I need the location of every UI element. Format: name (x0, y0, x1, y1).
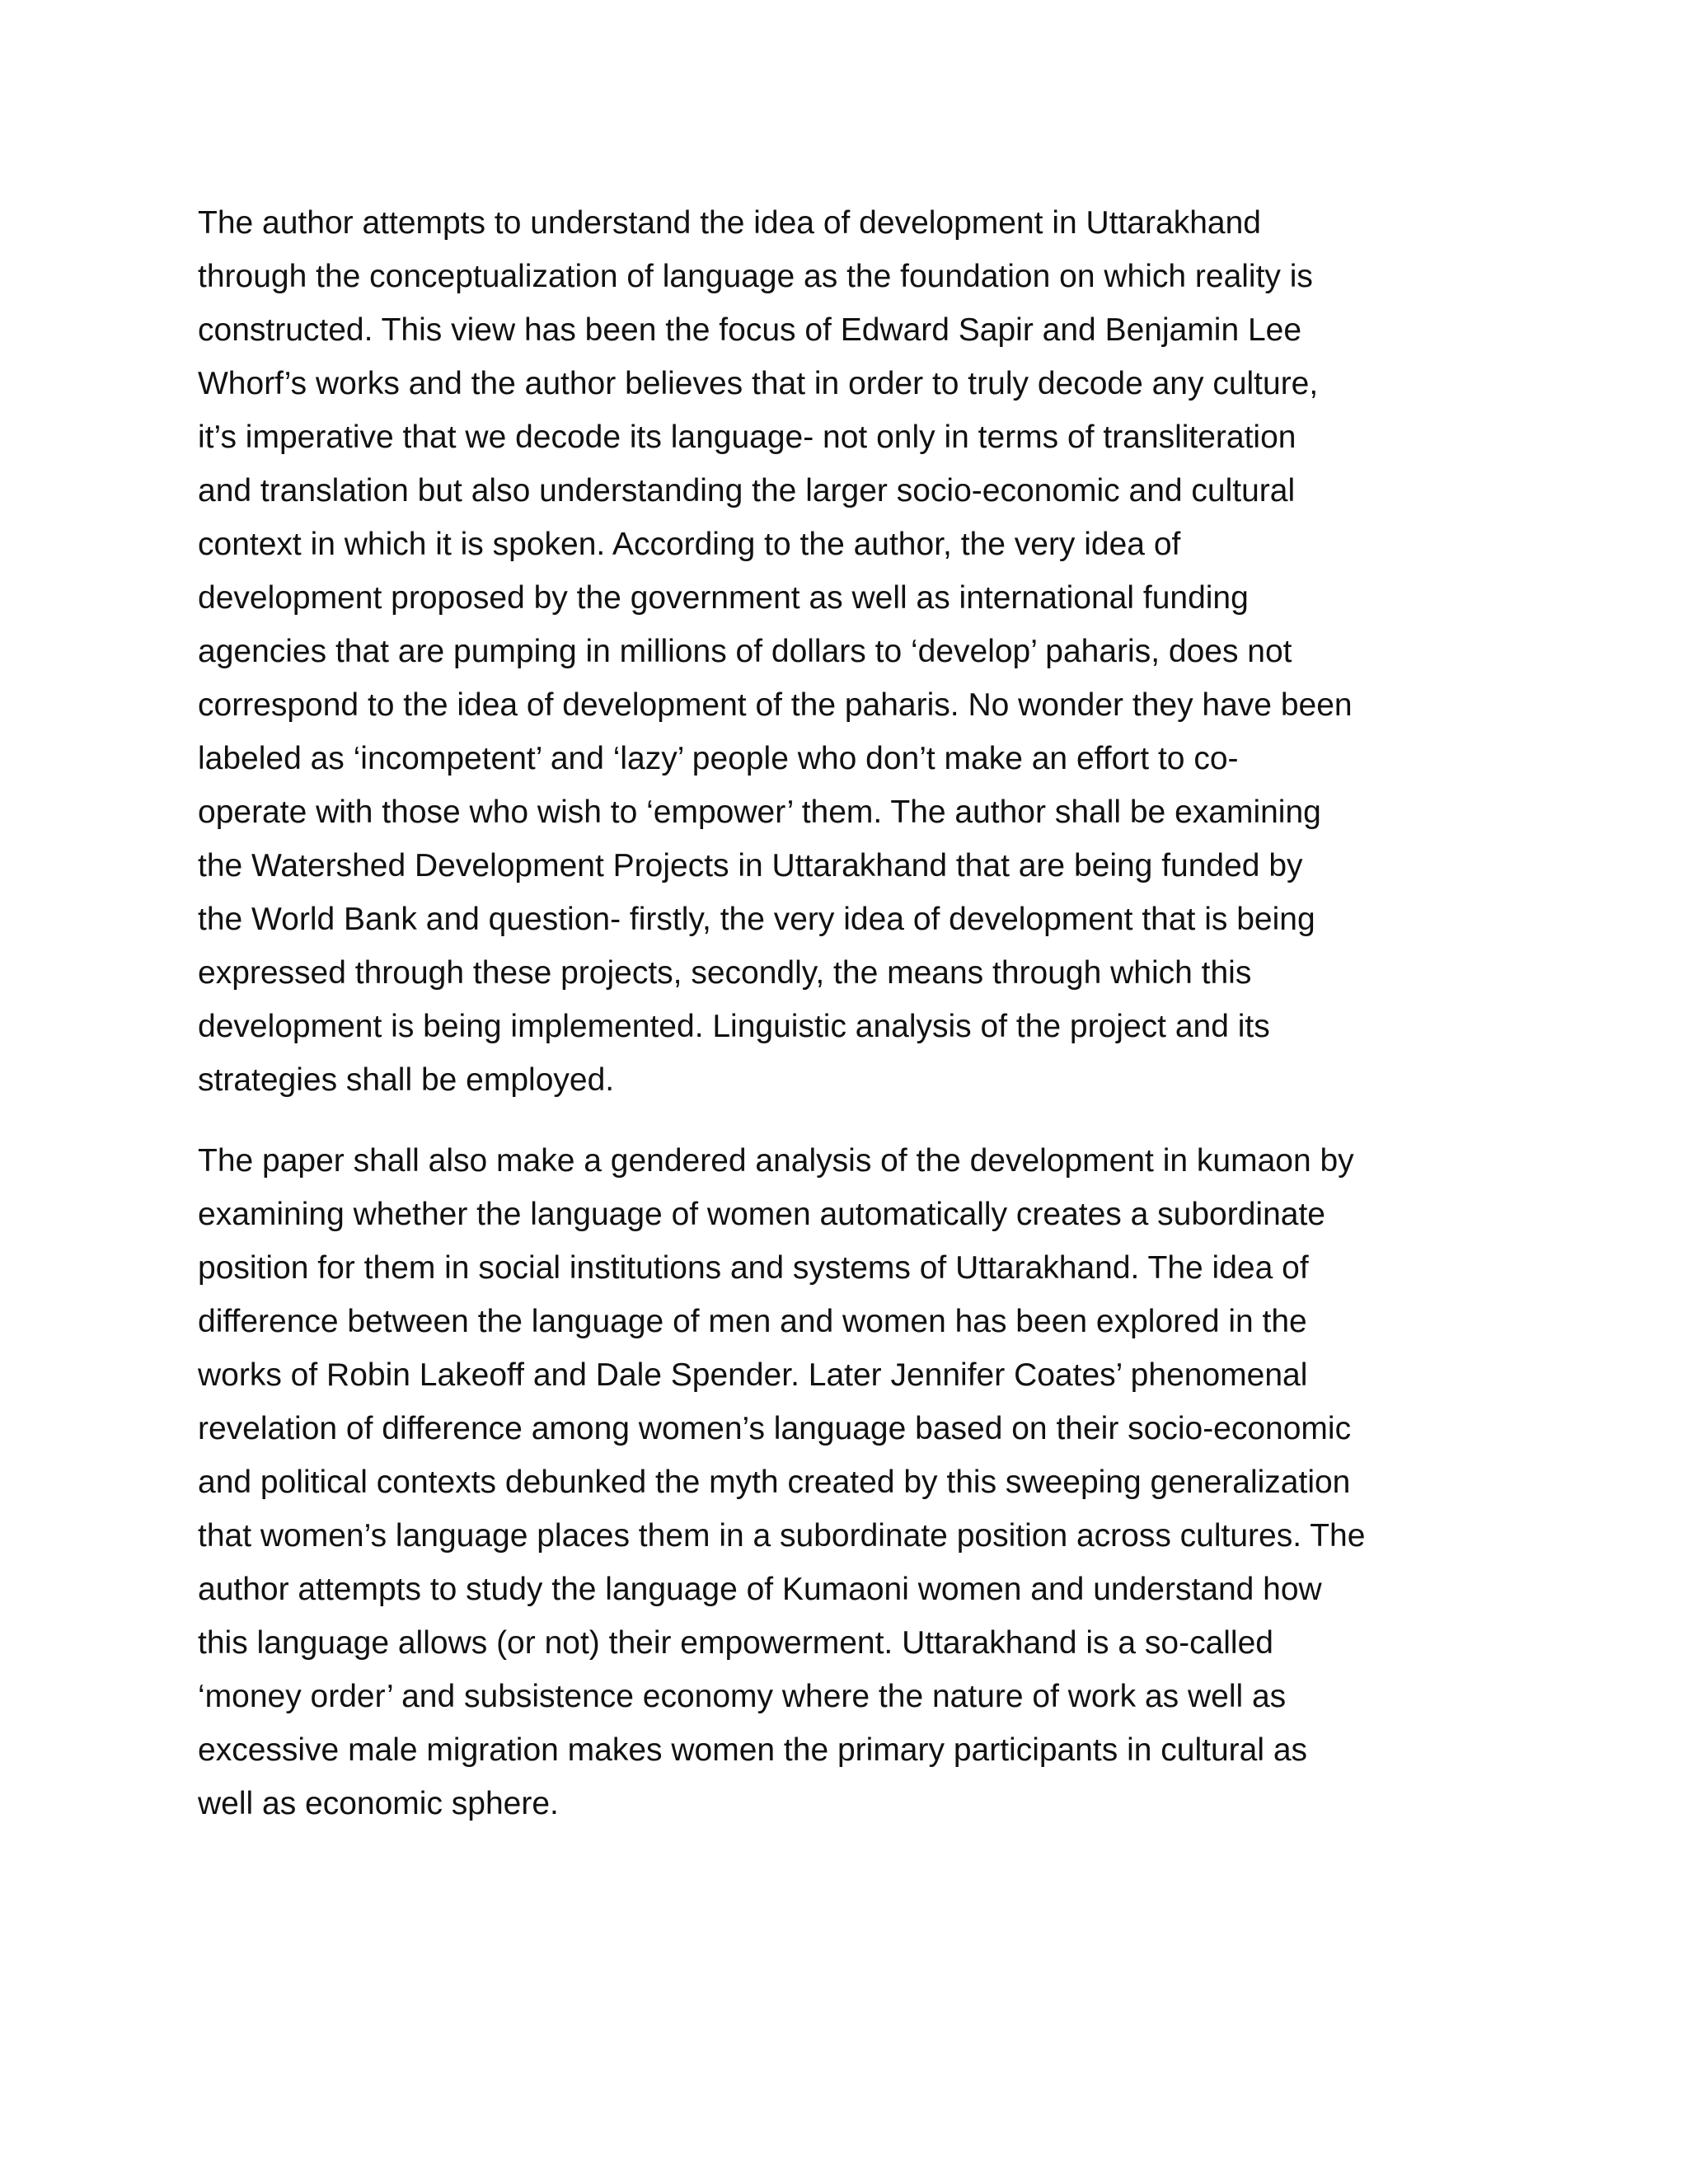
text-line: context in which it is spoken. According to the author, the very idea of (198, 527, 1181, 562)
text-line: The paper shall also make a gendered analysis of the development in kumaon by (198, 1143, 1354, 1179)
paragraph-2 (198, 1134, 1484, 1830)
text-line: through the conceptualization of language as the foundation on which reality is (198, 259, 1313, 294)
text-line: development proposed by the government as well as international funding (198, 580, 1249, 616)
text-line: correspond to the idea of development of the paharis. No wonder they have been (198, 687, 1353, 723)
text-line: The author attempts to understand the idea of development in Uttarakhand (198, 205, 1261, 241)
text-line: well as economic sphere. (198, 1786, 559, 1821)
text-line: expressed through these projects, secondly, the means through which this (198, 955, 1252, 991)
text-line: position for them in social institutions and systems of Uttarakhand. The idea of (198, 1250, 1309, 1286)
text-line: author attempts to study the language of Kumaoni women and understand how (198, 1572, 1322, 1607)
text-line: Whorf’s works and the author believes that in order to truly decode any culture, (198, 366, 1319, 401)
text-line: and translation but also understanding the larger socio-economic and cultural (198, 473, 1296, 509)
text-line: development is being implemented. Linguistic analysis of the project and its (198, 1009, 1270, 1044)
text-line: strategies shall be employed. (198, 1062, 615, 1098)
text-line: agencies that are pumping in millions of dollars to ‘develop’ paharis, does not (198, 634, 1292, 669)
text-line: this language allows (or not) their empowerment. Uttarakhand is a so-called (198, 1625, 1273, 1661)
paragraph-1 (198, 196, 1484, 1107)
text-line: and political contexts debunked the myth created by this sweeping generalization (198, 1465, 1351, 1500)
text-line: constructed. This view has been the focus of Edward Sapir and Benjamin Lee (198, 312, 1302, 348)
text-line: excessive male migration makes women the primary participants in cultural as (198, 1732, 1308, 1768)
text-line: the World Bank and question- firstly, the very idea of development that is being (198, 902, 1315, 937)
text-line: ‘money order’ and subsistence economy where the nature of work as well as (198, 1679, 1287, 1714)
text-line: that women’s language places them in a subordinate position across cultures. The (198, 1518, 1366, 1554)
text-line: labeled as ‘incompetent’ and ‘lazy’ people who don’t make an effort to co- (198, 741, 1239, 776)
text-line: operate with those who wish to ‘empower’ them. The author shall be examining (198, 794, 1321, 830)
text-line: it’s imperative that we decode its language- not only in terms of transliteration (198, 419, 1296, 455)
text-line: examining whether the language of women automatically creates a subordinate (198, 1197, 1325, 1232)
text-line: revelation of difference among women’s language based on their socio-economic (198, 1411, 1352, 1446)
text-line: difference between the language of men and women has been explored in the (198, 1304, 1307, 1339)
text-line: works of Robin Lakeoff and Dale Spender. Later Jennifer Coates’ phenomenal (198, 1357, 1308, 1393)
text-line: the Watershed Development Projects in Uttarakhand that are being funded by (198, 848, 1303, 883)
